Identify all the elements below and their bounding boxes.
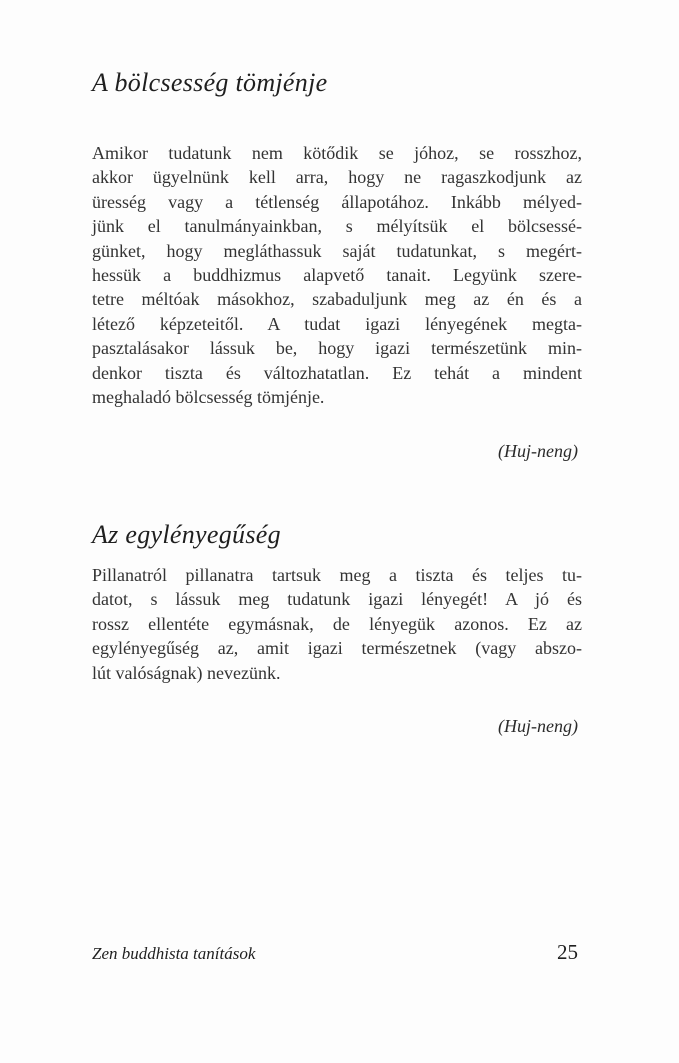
- text-line: egylényegűség az, amit igazi természetnek (vagy abszo-: [92, 638, 582, 659]
- paragraph-one-essence: [92, 563, 582, 685]
- text-line: üresség vagy a tétlenség állapotához. Inkább mélyed-: [92, 191, 582, 212]
- text-line: Amikor tudatunk nem kötődik se jóhoz, se rosszhoz,: [92, 143, 582, 163]
- text-line: denkor tiszta és változhatatlan. Ez tehát a mindent: [92, 362, 582, 383]
- text-line: pasztalásakor lássuk be, hogy igazi természetünk min-: [92, 338, 582, 359]
- text-line: jünk el tanulmányainkban, s mélyítsük el bölcsessé-: [92, 216, 582, 237]
- section-title-one-essence: Az egylényegűség: [92, 520, 281, 549]
- section-title-wisdom-incense: A bölcsesség tömjénje: [92, 68, 328, 97]
- text-line: akkor ügyelnünk kell arra, hogy ne ragaszkodjunk az: [92, 167, 582, 188]
- paragraph-wisdom-incense: [92, 141, 582, 409]
- text-line: günket, hogy megláthassuk saját tudatunkat, s megért-: [92, 240, 582, 261]
- text-line: létező képzeteitől. A tudat igazi lényegének megta-: [92, 313, 582, 334]
- attribution-huj-neng: (Huj-neng): [498, 441, 578, 461]
- text-line: rossz ellentéte egymásnak, de lényegük azonos. Ez az: [92, 613, 582, 634]
- text-line: meghaladó bölcsesség tömjénje.: [92, 387, 325, 408]
- running-footer-book-title: Zen buddhista tanítások: [92, 944, 256, 963]
- text-line: tetre méltóak másokhoz, szabaduljunk meg az én és a: [92, 289, 582, 310]
- text-line: hessük a buddhizmus alapvető tanait. Legyünk szere-: [92, 265, 582, 286]
- attribution-huj-neng: (Huj-neng): [498, 716, 578, 736]
- page-number: 25: [557, 940, 578, 964]
- text-line: Pillanatról pillanatra tartsuk meg a tiszta és teljes tu-: [92, 565, 582, 585]
- text-line: datot, s lássuk meg tudatunk igazi lényegét! A jó és: [92, 589, 582, 610]
- text-line: lút valóságnak) nevezünk.: [92, 662, 281, 683]
